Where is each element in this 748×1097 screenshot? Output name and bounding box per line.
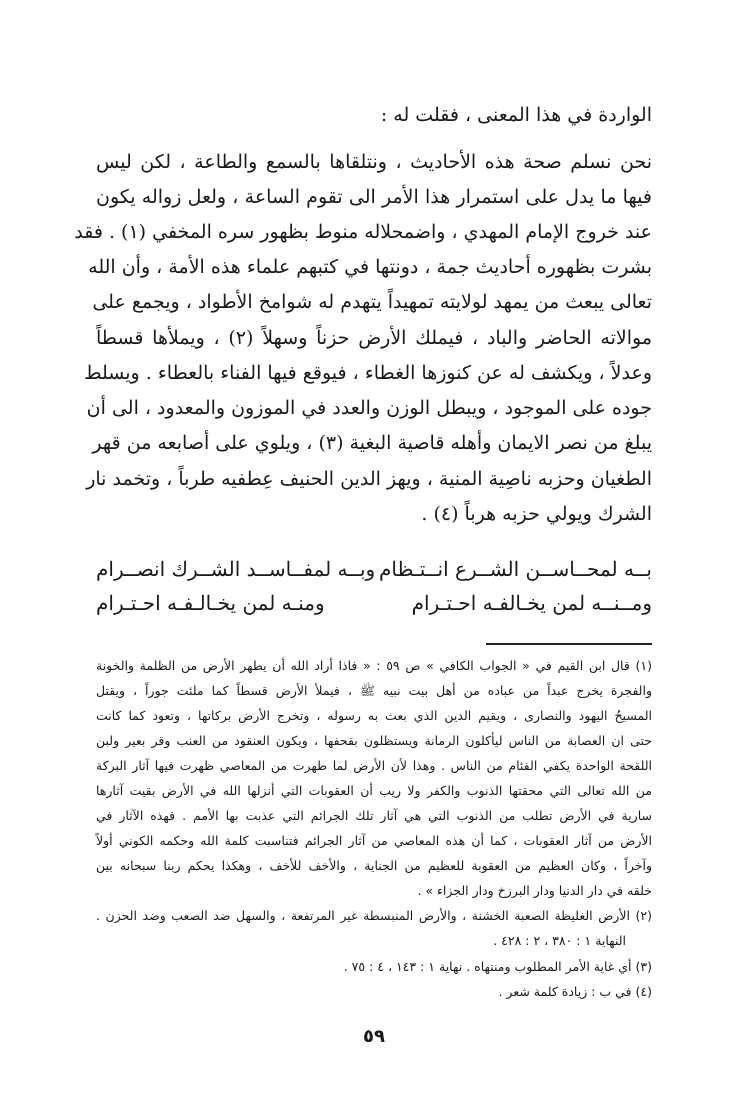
footnote-line: النهاية ١ : ٣٨٠ ، ٢ : ٤٢٨ .: [493, 933, 626, 948]
body-line: الطغيان وحزبه ناصِية المنية ، ويهز الدين الحنيف عِطفيه طرباً ، وتخمد نار: [86, 468, 652, 490]
footnote-line: المسيحُ اليهود والنصارى ، ويقيم الدين الذي بعث به رسوله ، وتخرج الأرض بركاتها ، وتعود كما كانت: [96, 708, 652, 723]
body-line: الشرك ويولي حزبه هرباً (٤) .: [421, 503, 652, 525]
body-line: يبلغ من نصر الايمان وأهله قاصية البغية (٣) ، ويلوي على أصابعه من قهر: [92, 432, 652, 454]
poem-hemistich-second: وبــه لمفــاســد الشــرك انصــرام: [96, 557, 376, 581]
body-line: موالاته الحاضر والباد ، فيملك الأرض حزناً وسهلاً (٢) ، ويملأها قسطاً: [96, 327, 652, 349]
footnote-line: (٢) الأرض الغليظة الصعبة الخشنة ، والأرض المنبسطة غير المرتفعة ، والسهل ضد الصعب وضد الحزن .: [96, 908, 652, 923]
page-number: ٥٩: [363, 1026, 385, 1047]
body-line: بشرت بظهوره أحاديث جمة ، دونتها في كتبهم علماء هذه الأمة ، وأن الله: [88, 256, 652, 278]
body-line: نحن نسلم صحة هذه الأحاديث ، ونتلقاها بالسمع والطاعة ، لكن ليس: [96, 151, 652, 173]
poem-hemistich-second: ومنـه لمن يخـالـفـه احـتـرام: [96, 591, 325, 615]
poem-verse: [96, 556, 652, 582]
footnote-separator: [486, 643, 652, 645]
footnote-line: سارية في الأرض تطلب من الذنوب التي هي آثار تلك الجرائم التي عذبت بها الأمم . فهذه الآثار في: [96, 808, 652, 823]
body-line: وعدلاً ، ويكشف له عن كنوزها الغطاء ، فيوقع فيها الفناء بالعطاء . ويسلط: [83, 362, 652, 384]
footnote-line: حتى ان العصابة من الناس ليأكلون الرمانة ويستظلون بقحفها ، ويكون العنقود من العنب وقر بعير ولبن: [96, 733, 652, 748]
footnote-line: اللقحة الواحدة يكفي الفئام من الناس . وهذا لأن الأرض لما طهرت من المعاصي ظهرت فيها آثار البركة: [96, 758, 652, 773]
footnote-line: والفجرة يخرج عبداً من عباده من أهل بيت نبيه ﷺ ، فيملأ الأرض قسطاً كما ملئت جوراً ، ويقتل: [96, 683, 652, 698]
poem-hemistich-first: بــه لمحــاســن الشــرع انــتـظام: [379, 557, 652, 581]
footnote-line: وآخراً ، وكان العظيم من العقوبة للعظيم من الجناية ، والأخف للأخف ، وهكذا يحكم ربنا سبحانه بين: [96, 858, 652, 873]
body-line: جوده على الموجود ، ويبطل الوزن والعدد في الموزون والمعدود ، الى أن: [86, 397, 652, 419]
footnote-line: (٣) أي غاية الأمر المطلوب ومنتهاه . نهاية ١ : ١٤٣ ، ٤ : ٧٥ .: [343, 959, 652, 974]
footnote-line: خلقه في دار الدنيا ودار البرزخ ودار الجزاء » .: [417, 883, 652, 898]
body-line: الواردة في هذا المعنى ، فقلت له :: [380, 104, 652, 126]
poem-verse: [96, 590, 652, 616]
poem-hemistich-first: ومــنــه لمن يخـالفـه احـتـرام: [411, 591, 652, 615]
footnote-line: (١) قال ابن القيم في « الجواب الكافي » ص ٥٩ : « فاذا أراد الله أن يطهر الأرض من الظلمة والخونة: [96, 658, 652, 673]
footnote-line: (٤) في ب : زيادة كلمة شعر .: [498, 984, 652, 999]
body-line: تعالى يبعث من يمهد لولايته تمهيداً يتهدم له شوامخ الأطواد ، ويجمع على: [92, 291, 652, 313]
body-line: فيها ما يدل على استمرار هذا الأمر الى تقوم الساعة ، ولعل زواله يكون: [96, 186, 652, 208]
body-line: عند خروج الإمام المهدي ، واضمحلاله منوط بظهور سره المخفي (١) . فقد: [74, 221, 652, 243]
footnote-line: من الله تعالى التي محقتها الذنوب والكفر ولا ريب أن العقوبات التي أنزلها الله في الأرض بقيت آثارها: [96, 783, 652, 798]
footnote-line: الأرض من آثار العقوبات ، كما أن هذه المعاصي من آثار الجرائم فتناسبت كلمة الله وحكمه الكوني أولاً: [96, 833, 652, 848]
